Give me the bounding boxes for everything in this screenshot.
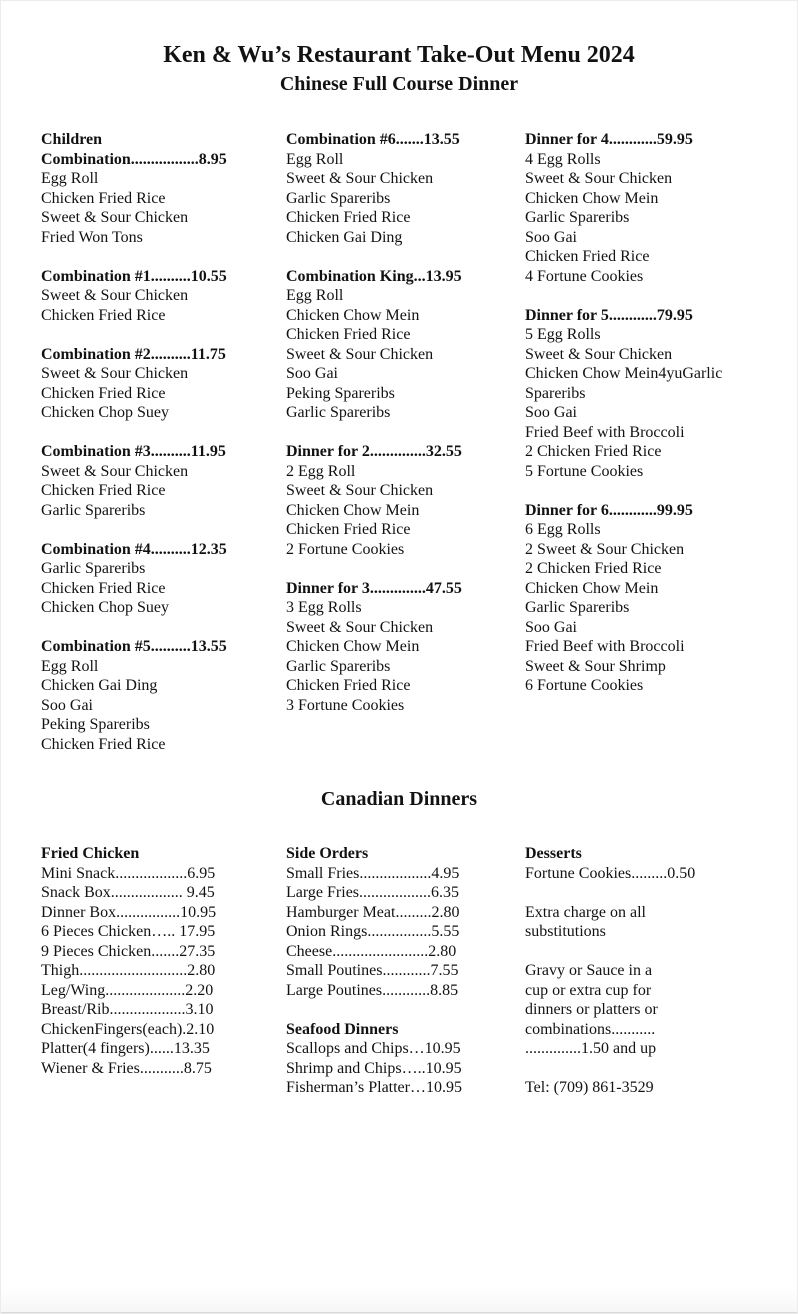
menu-item: Egg Roll xyxy=(286,150,344,168)
menu-item: Chicken Fried Rice xyxy=(286,677,411,694)
menu-item: Scallops and Chips…10.95 xyxy=(286,1040,461,1057)
menu-item: Mini Snack..................6.95 xyxy=(41,864,216,882)
menu-column xyxy=(525,130,779,754)
menu-item: Sweet & Sour Chicken xyxy=(41,462,189,480)
menu-item: Tel: (709) 861-3529 xyxy=(525,1079,654,1096)
menu-item: Soo Gai xyxy=(41,696,93,714)
menu-item: Large Poutines............8.85 xyxy=(286,981,459,999)
menu-item: Garlic Spareribs xyxy=(41,501,146,519)
menu-item: Wiener & Fries...........8.75 xyxy=(41,1059,212,1077)
menu-item: Large Fries..................6.35 xyxy=(286,884,460,901)
menu-group-heading: Combination #1..........10.55 xyxy=(41,267,227,285)
menu-group xyxy=(525,501,779,696)
menu-item: Chicken Chop Suey xyxy=(41,404,169,421)
menu-item: Fisherman’s Platter…10.95 xyxy=(286,1079,462,1096)
menu-item: ChickenFingers(each).2.10 xyxy=(41,1020,215,1038)
menu-item: Sweet & Sour Chicken xyxy=(41,209,189,226)
menu-item: 2 Chicken Fried Rice xyxy=(525,443,662,460)
menu-item: Chicken Gai Ding xyxy=(41,677,158,694)
menu-item: Chicken Gai Ding xyxy=(286,228,403,246)
menu-group xyxy=(41,637,286,754)
menu-item: Breast/Rib...................3.10 xyxy=(41,1001,214,1018)
menu-group-heading: Combination #2..........11.75 xyxy=(41,345,226,363)
menu-item: Peking Spareribs xyxy=(286,384,395,402)
menu-item: Thigh...........................2.80 xyxy=(41,962,216,979)
menu-group xyxy=(525,961,779,1059)
menu-item: Soo Gai xyxy=(525,228,577,246)
menu-item: Snack Box.................. 9.45 xyxy=(41,884,215,901)
menu-group xyxy=(41,540,286,618)
menu-group-heading: Combination King...13.95 xyxy=(286,267,462,285)
menu-title: Ken & Wu’s Restaurant Take-Out Menu 2024 xyxy=(163,42,635,68)
menu-group-heading: Dinner for 5............79.95 xyxy=(525,306,693,324)
menu-group xyxy=(525,130,779,286)
menu-column xyxy=(41,130,286,754)
menu-item: Chicken Chow Mein xyxy=(525,579,659,597)
menu-item: Extra charge on all xyxy=(525,903,646,921)
menu-item: Egg Roll xyxy=(41,657,99,675)
menu-item: Small Poutines............7.55 xyxy=(286,962,459,979)
menu-item: Onion Rings................5.55 xyxy=(286,923,460,940)
menu-item: 5 Fortune Cookies xyxy=(525,462,644,480)
menu-item: 4 Egg Rolls xyxy=(525,150,601,168)
menu-item: dinners or platters or xyxy=(525,1001,658,1018)
menu-item: Egg Roll xyxy=(286,287,344,304)
menu-group-heading: Combination #4..........12.35 xyxy=(41,540,227,558)
menu-item: Chicken Fried Rice xyxy=(286,326,411,343)
menu-group xyxy=(525,903,779,942)
menu-item: Cheese........................2.80 xyxy=(286,942,457,960)
menu-item: Garlic Spareribs xyxy=(41,560,146,577)
menu-item: Egg Roll xyxy=(41,170,99,187)
menu-item: Chicken Chow Mein xyxy=(525,189,659,207)
menu-column xyxy=(41,844,286,1098)
menu-item: Soo Gai xyxy=(525,618,577,636)
menu-item: Chicken Fried Rice xyxy=(41,482,166,499)
menu-group-heading: Side Orders xyxy=(286,845,369,862)
menu-item: Garlic Spareribs xyxy=(525,209,630,226)
menu-group xyxy=(525,1078,779,1098)
menu-group-heading: Combination #6.......13.55 xyxy=(286,131,460,148)
menu-item: Sweet & Sour Chicken xyxy=(286,170,434,187)
menu-group-heading: Desserts xyxy=(525,845,582,862)
menu-group xyxy=(525,844,779,883)
menu-item: Sweet & Sour Chicken xyxy=(286,345,434,363)
menu-item: Chicken Fried Rice xyxy=(525,248,650,265)
menu-group xyxy=(525,306,779,482)
menu-group xyxy=(286,267,525,423)
menu-item: Sweet & Sour Shrimp xyxy=(525,657,666,675)
menu-group xyxy=(286,130,525,247)
menu-item: Sweet & Sour Chicken xyxy=(41,287,189,304)
menu-group xyxy=(41,130,286,247)
menu-item: 6 Fortune Cookies xyxy=(525,677,644,694)
menu-item: Chicken Chow Mein4yuGarlic xyxy=(525,365,723,382)
menu-group-heading: Dinner for 2..............32.55 xyxy=(286,443,462,460)
menu-group xyxy=(41,844,286,1078)
menu-item: Chicken Fried Rice xyxy=(41,735,166,753)
menu-item: 9 Pieces Chicken.......27.35 xyxy=(41,942,216,960)
menu-group-heading: Combination #5..........13.55 xyxy=(41,638,227,655)
menu-subtitle: Chinese Full Course Dinner xyxy=(279,73,519,95)
menu-item: 2 Egg Roll xyxy=(286,462,356,480)
menu-item: Platter(4 fingers)......13.35 xyxy=(41,1040,210,1057)
menu-item: combinations........... xyxy=(525,1020,656,1038)
menu-item: Sweet & Sour Chicken xyxy=(286,482,434,499)
menu-group xyxy=(286,579,525,716)
menu-group xyxy=(286,844,525,1000)
menu-item: Chicken Fried Rice xyxy=(286,209,411,226)
menu-group-heading: Children xyxy=(41,131,103,148)
menu-item: Spareribs xyxy=(525,384,586,402)
menu-item: Soo Gai xyxy=(525,404,577,421)
menu-item: Fried Won Tons xyxy=(41,228,143,246)
menu-item: Sweet & Sour Chicken xyxy=(41,365,189,382)
menu-item: Gravy or Sauce in a xyxy=(525,962,653,979)
menu-group xyxy=(286,442,525,559)
menu-item: 2 Sweet & Sour Chicken xyxy=(525,540,685,558)
menu-item: Chicken Chop Suey xyxy=(41,599,169,616)
menu-item: 3 Fortune Cookies xyxy=(286,696,405,714)
menu-item: Chicken Fried Rice xyxy=(41,189,166,207)
menu-item: Chicken Fried Rice xyxy=(41,384,166,402)
menu-item: substitutions xyxy=(525,923,606,940)
menu-item: 3 Egg Rolls xyxy=(286,599,362,616)
menu-item: Soo Gai xyxy=(286,365,338,382)
menu-item: 6 Egg Rolls xyxy=(525,521,601,538)
menu-item: Hamburger Meat.........2.80 xyxy=(286,903,460,921)
menu-item: Chicken Fried Rice xyxy=(286,521,411,538)
menu-column xyxy=(525,844,779,1098)
menu-item: Peking Spareribs xyxy=(41,716,150,733)
menu-group-heading: Dinner for 3..............47.55 xyxy=(286,579,462,597)
menu-item: Garlic Spareribs xyxy=(286,189,391,207)
canadian-dinners-section xyxy=(1,844,797,1098)
menu-group xyxy=(286,1020,525,1098)
menu-group xyxy=(41,442,286,520)
chinese-dinner-section xyxy=(1,130,797,754)
menu-group-heading: Fried Chicken xyxy=(41,845,140,862)
menu-group-heading: Combination.................8.95 xyxy=(41,150,227,168)
menu-item: Sweet & Sour Chicken xyxy=(525,170,673,187)
menu-item: 5 Egg Rolls xyxy=(525,326,601,343)
menu-column xyxy=(286,844,525,1098)
menu-item: Garlic Spareribs xyxy=(286,404,391,421)
menu-item: Chicken Fried Rice xyxy=(41,579,166,597)
menu-group-heading: Seafood Dinners xyxy=(286,1020,399,1038)
menu-item: Chicken Fried Rice xyxy=(41,306,166,324)
menu-item: 6 Pieces Chicken….. 17.95 xyxy=(41,923,216,940)
menu-item: cup or extra cup for xyxy=(525,981,652,999)
canadian-dinners-title: Canadian Dinners xyxy=(320,788,478,810)
menu-item: Dinner Box................10.95 xyxy=(41,903,217,921)
menu-group xyxy=(41,345,286,423)
menu-group-heading: Combination #3..........11.95 xyxy=(41,443,226,460)
menu-group-heading: Dinner for 6............99.95 xyxy=(525,501,693,519)
menu-item: Small Fries..................4.95 xyxy=(286,864,460,882)
menu-item: Shrimp and Chips…..10.95 xyxy=(286,1059,462,1077)
menu-item: Chicken Chow Mein xyxy=(286,501,420,519)
menu-item: 4 Fortune Cookies xyxy=(525,267,644,285)
menu-item: Garlic Spareribs xyxy=(286,657,391,675)
menu-item: Fortune Cookies.........0.50 xyxy=(525,864,696,882)
menu-item: Sweet & Sour Chicken xyxy=(525,345,673,363)
menu-item: Sweet & Sour Chicken xyxy=(286,618,434,636)
menu-item: Fried Beef with Broccoli xyxy=(525,638,685,655)
menu-item: Chicken Chow Mein xyxy=(286,638,420,655)
menu-item: Fried Beef with Broccoli xyxy=(525,423,685,441)
menu-group xyxy=(41,267,286,326)
menu-group-heading: Dinner for 4............59.95 xyxy=(525,131,693,148)
menu-item: Chicken Chow Mein xyxy=(286,306,420,324)
menu-item: 2 Chicken Fried Rice xyxy=(525,560,662,577)
menu-item: ..............1.50 and up xyxy=(525,1040,657,1057)
menu-item: 2 Fortune Cookies xyxy=(286,540,405,558)
menu-item: Leg/Wing....................2.20 xyxy=(41,981,214,999)
menu-column xyxy=(286,130,525,754)
menu-item: Garlic Spareribs xyxy=(525,599,630,616)
